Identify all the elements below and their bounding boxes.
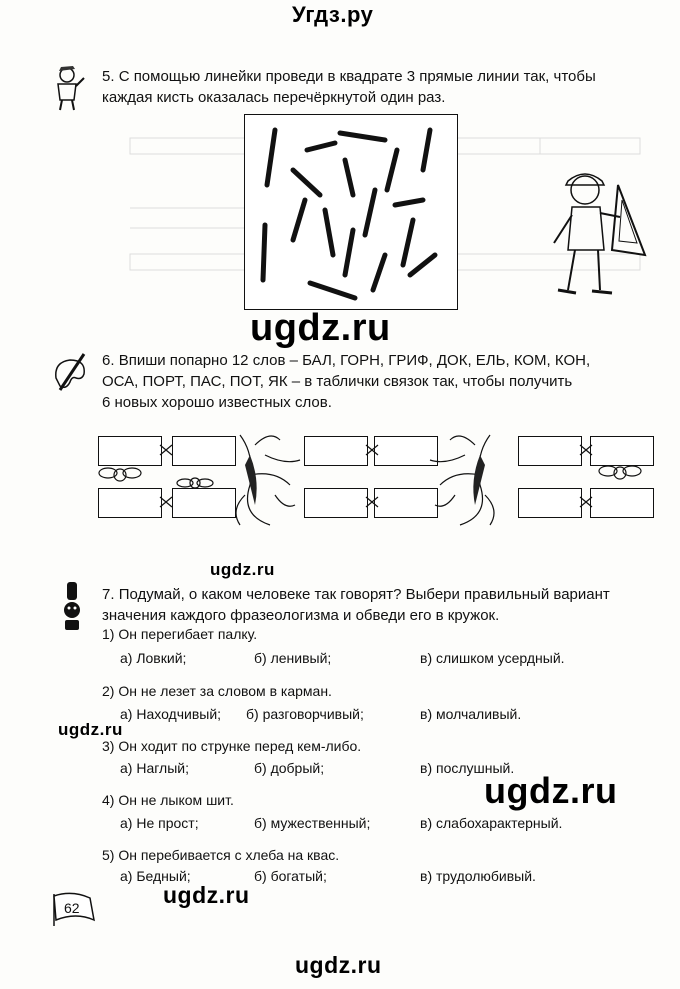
chain-links-and-flowers: [90, 425, 665, 535]
task6-text: [102, 350, 662, 413]
task6-line2: ОСА, ПОРТ, ПАС, ПОТ, ЯК – в таблички связок так, чтобы получить: [102, 373, 573, 390]
option-4c[interactable]: в) слабохарактерный.: [420, 815, 563, 831]
brushes-square[interactable]: [244, 114, 458, 310]
option-3b[interactable]: б) добрый;: [254, 760, 325, 776]
option-2a[interactable]: а) Находчивый;: [120, 706, 222, 722]
brushes-illustration: [245, 115, 457, 309]
task6-line3: 6 новых хорошо известных слов.: [102, 394, 332, 411]
task6-line1: Впиши попарно 12 слов – БАЛ, ГОРН, ГРИФ, ДОК, ЕЛЬ, КОМ, КОН,: [118, 352, 591, 369]
task5-text: [102, 66, 662, 108]
question-3: 3) Он ходит по струнке перед кем-либо.: [102, 738, 362, 754]
task5-number: 5.: [102, 68, 115, 85]
footer-site: ugdz.ru: [295, 952, 382, 978]
question-1: 1) Он перегибает палку.: [102, 626, 258, 642]
option-2b[interactable]: б) разговорчивый;: [246, 706, 364, 722]
question-4: 4) Он не лыком шит.: [102, 792, 234, 808]
option-2c[interactable]: в) молчаливый.: [420, 706, 522, 722]
watermark: ugdz.ru: [250, 307, 391, 349]
watermark: ugdz.ru: [210, 560, 275, 579]
option-3a[interactable]: а) Наглый;: [120, 760, 189, 776]
watermark: ugdz.ru: [163, 882, 250, 908]
task7-line1: Подумай, о каком человеке так говорят? Выбери правильный вариант: [118, 586, 610, 603]
option-4a[interactable]: а) Не прост;: [120, 815, 199, 831]
header-site: Угдз.ру: [292, 2, 374, 27]
option-1c[interactable]: в) слишком усердный.: [420, 650, 565, 666]
page-number: 62: [64, 900, 80, 916]
task7-number: 7.: [102, 586, 115, 603]
question-5: 5) Он перебивается с хлеба на квас.: [102, 847, 340, 863]
boy-with-triangle-ruler-illustration: [540, 165, 670, 305]
task6-number: 6.: [102, 352, 115, 369]
boy-pointing-icon: [50, 64, 86, 117]
question-2: 2) Он не лезет за словом в карман.: [102, 683, 332, 699]
task5-line1: С помощью линейки проведи в квадрате 3 прямые линии так, чтобы: [118, 68, 596, 85]
task5-line2: каждая кисть оказалась перечёркнутой один раз.: [102, 89, 446, 106]
option-3c[interactable]: в) послушный.: [420, 760, 515, 776]
option-5a[interactable]: а) Бедный;: [120, 868, 191, 884]
option-4b[interactable]: б) мужественный;: [254, 815, 371, 831]
brush-palette-icon: [52, 350, 88, 399]
exclamation-face-icon: [60, 580, 84, 637]
watermark: ugdz.ru: [58, 720, 123, 739]
task7-text: [102, 584, 662, 626]
option-1a[interactable]: а) Ловкий;: [120, 650, 187, 666]
option-5b[interactable]: б) богатый;: [254, 868, 327, 884]
option-5c[interactable]: в) трудолюбивый.: [420, 868, 536, 884]
task7-line2: значения каждого фразеологизма и обведи его в кружок.: [102, 607, 500, 624]
watermark: ugdz.ru: [484, 770, 618, 811]
option-1b[interactable]: б) ленивый;: [254, 650, 332, 666]
